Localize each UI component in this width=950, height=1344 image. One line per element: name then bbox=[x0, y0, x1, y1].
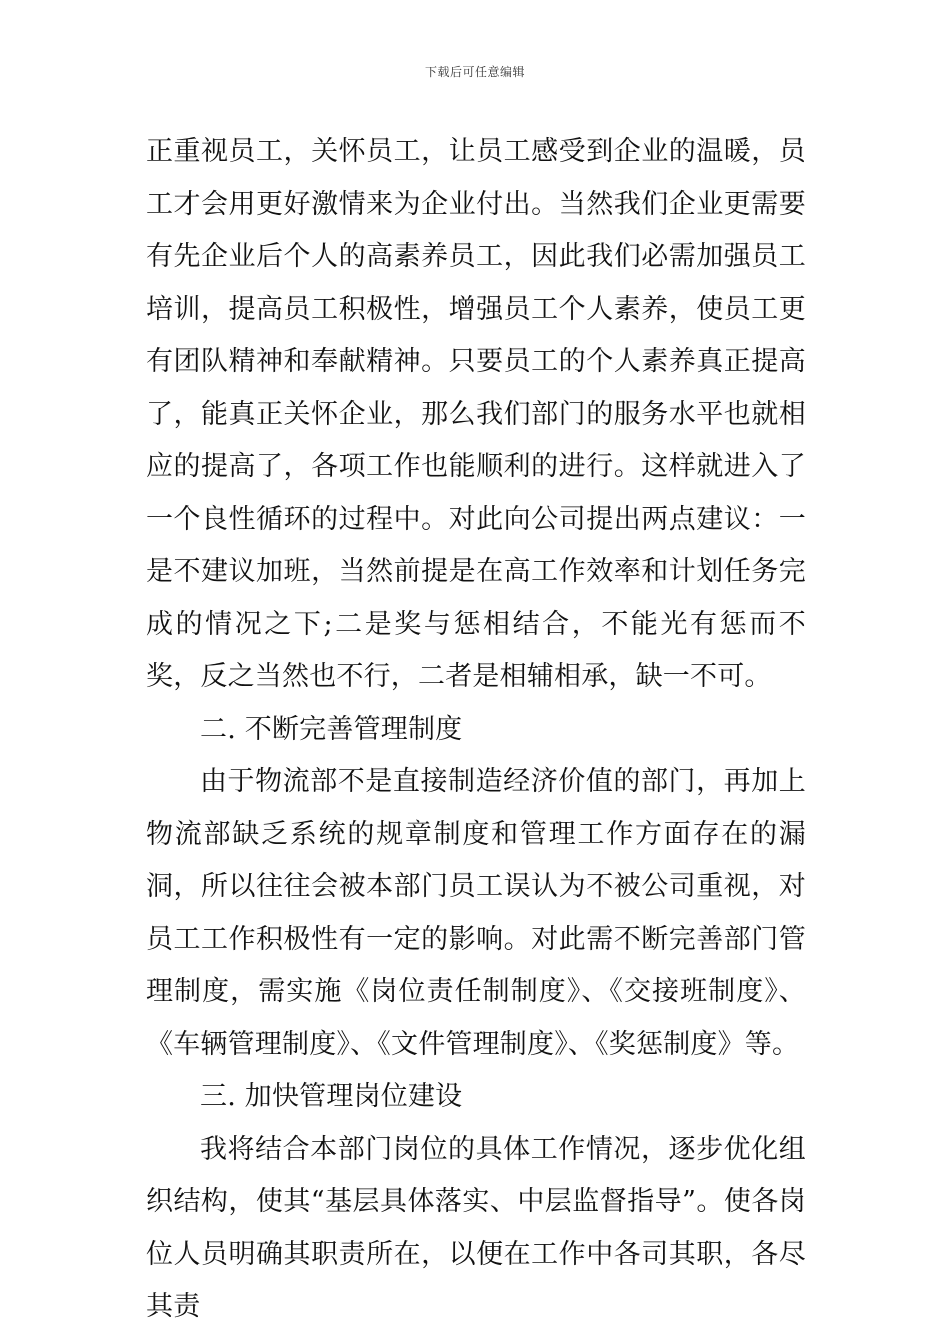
paragraph-position-building: 我将结合本部门岗位的具体工作情况，逐步优化组织结构，使其“基层具体落实、中层监督指导”。使各岗位人员明确其职责所在，以便在工作中各司其职，各尽其责 bbox=[146, 1133, 806, 1322]
document-body bbox=[146, 126, 806, 1334]
page-header: 下载后可任意编辑 bbox=[424, 65, 525, 79]
paragraph-management-system: 由于物流部不是直接制造经济价值的部门，再加上物流部缺乏系统的规章制度和管理工作方面存在的漏洞，所以往往会被本部门员工误认为不被公司重视，对员工工作积极性有一定的影响。对此需不断完善部门管理制度，需实施《岗位责任制制度》、《交接班制度》、《车辆管理制度》、《文件管理制度》、《奖惩制度》等。 bbox=[146, 766, 806, 1060]
section-heading-3: 三. 加快管理岗位建设 bbox=[200, 1081, 463, 1112]
section-heading-2: 二. 不断完善管理制度 bbox=[200, 713, 463, 745]
paragraph-continued: 正重视员工，关怀员工，让员工感受到企业的温暖，员工才会用更好激情来为企业付出。当然我们企业更需要有先企业后个人的高素养员工，因此我们必需加强员工培训，提高员工积极性，增强员工个人素养，使员工更有团队精神和奉献精神。只要员工的个人素养真正提高了，能真正关怀企业，那么我们部门的服务水平也就相应的提高了，各项工作也能顺利的进行。这样就进入了一个良性循环的过程中。对此向公司提出两点建议：一是不建议加班，当然前提是在高工作效率和计划任务完成的情况之下;二是奖与惩相结合，不能光有惩而不奖，反之当然也不行，二者是相辅相承，缺一不可。 bbox=[146, 136, 806, 692]
